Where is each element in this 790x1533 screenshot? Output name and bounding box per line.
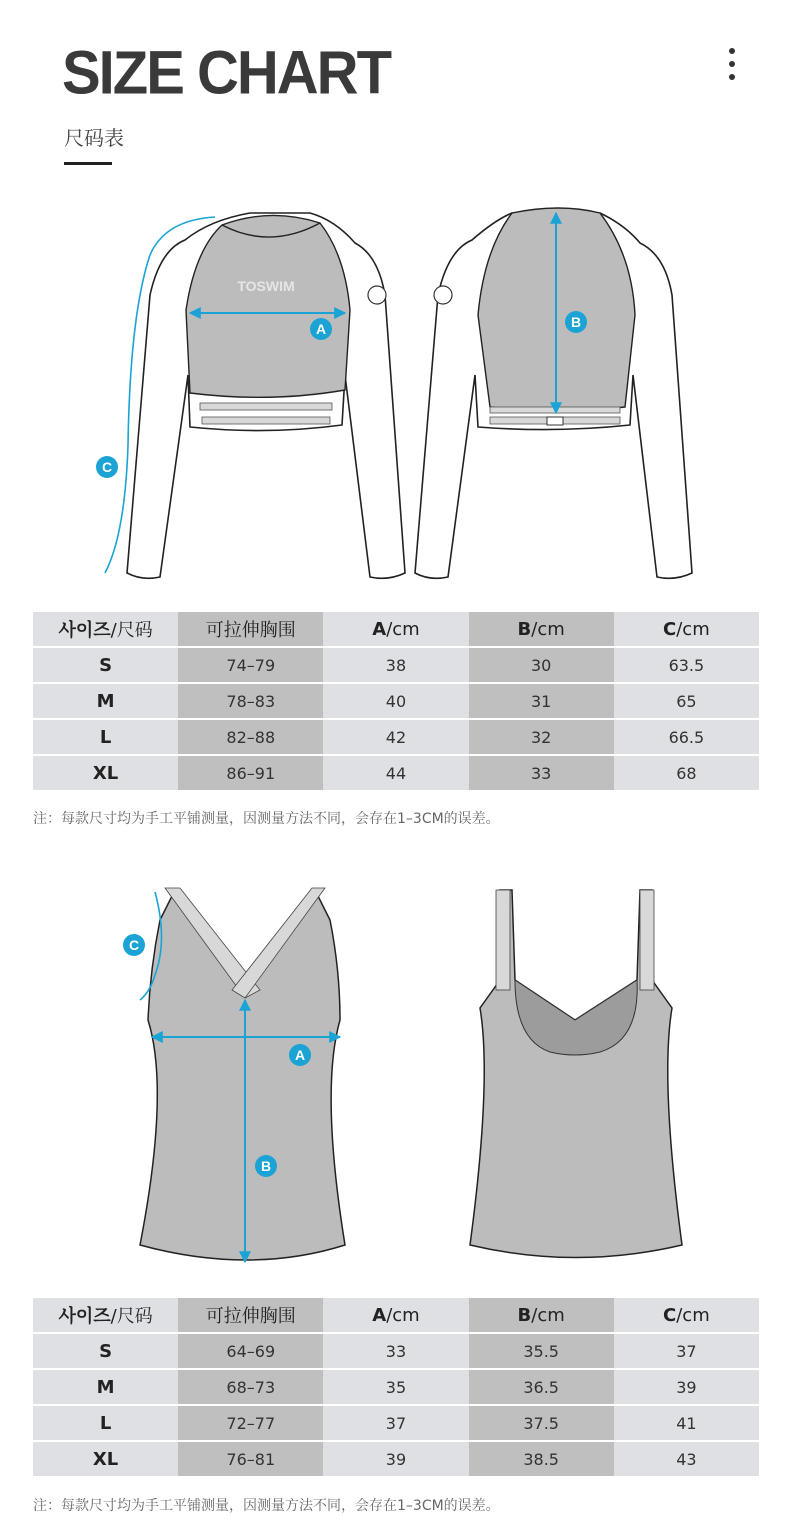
- back-view: [415, 208, 692, 578]
- header-size: 사이즈/尺码: [33, 612, 178, 648]
- cell-c: 66.5: [614, 720, 759, 756]
- svg-text:A: A: [294, 1047, 306, 1063]
- marker-a: [289, 1044, 311, 1066]
- cell-a: 42: [323, 720, 468, 756]
- tank-back-view: [470, 890, 682, 1258]
- table-row: [33, 756, 759, 792]
- svg-text:B: B: [260, 1158, 272, 1174]
- table-header-row: [33, 612, 759, 648]
- cell-a: 37: [323, 1406, 468, 1442]
- tank-front-view: [140, 888, 345, 1262]
- cell-a: 44: [323, 756, 468, 792]
- long-sleeve-top-illustration: [0, 195, 790, 595]
- tank-top-illustration: [0, 880, 790, 1275]
- cell-chest: 76–81: [178, 1442, 323, 1478]
- header-chest: 可拉伸胸围: [178, 1298, 323, 1334]
- cell-b: 33: [469, 756, 614, 792]
- cell-a: 39: [323, 1442, 468, 1478]
- marker-a: [310, 318, 332, 340]
- cell-chest: 82–88: [178, 720, 323, 756]
- front-view: [105, 213, 405, 578]
- cell-size: L: [33, 1406, 178, 1442]
- cell-b: 35.5: [469, 1334, 614, 1370]
- size-table-bottom: [33, 1298, 759, 1478]
- cell-a: 33: [323, 1334, 468, 1370]
- cell-c: 63.5: [614, 648, 759, 684]
- cell-b: 37.5: [469, 1406, 614, 1442]
- subtitle-underline: [64, 162, 112, 165]
- cell-c: 41: [614, 1406, 759, 1442]
- cell-c: 65: [614, 684, 759, 720]
- table-row: [33, 1334, 759, 1370]
- cell-size: M: [33, 1370, 178, 1406]
- marker-b: [255, 1155, 277, 1177]
- svg-text:A: A: [315, 321, 327, 337]
- logo-text: TOSWIM: [237, 278, 295, 294]
- cell-size: XL: [33, 1442, 178, 1478]
- cell-chest: 68–73: [178, 1370, 323, 1406]
- cell-b: 38.5: [469, 1442, 614, 1478]
- cell-size: S: [33, 648, 178, 684]
- table-row: [33, 648, 759, 684]
- measurement-note: 注：每款尺寸均为手工平铺测量，因测量方法不同，会存在1–3CM的误差。: [33, 811, 500, 827]
- cell-b: 31: [469, 684, 614, 720]
- header-size: 사이즈/尺码: [33, 1298, 178, 1334]
- header-a: A/cm: [323, 612, 468, 648]
- cell-c: 68: [614, 756, 759, 792]
- cell-chest: 72–77: [178, 1406, 323, 1442]
- cell-chest: 64–69: [178, 1334, 323, 1370]
- svg-text:C: C: [128, 937, 140, 953]
- cell-a: 35: [323, 1370, 468, 1406]
- table-row: [33, 1442, 759, 1478]
- header-b: B/cm: [469, 612, 614, 648]
- header-c: C/cm: [614, 612, 759, 648]
- table-row: [33, 1370, 759, 1406]
- table-row: [33, 684, 759, 720]
- page-subtitle: 尺码表: [64, 126, 124, 150]
- more-vertical-icon[interactable]: [722, 48, 742, 92]
- header-chest: 可拉伸胸围: [178, 612, 323, 648]
- header-a: A/cm: [323, 1298, 468, 1334]
- marker-c: [123, 934, 145, 956]
- cell-chest: 86–91: [178, 756, 323, 792]
- page-title: SIZE CHART: [62, 39, 390, 108]
- cell-a: 38: [323, 648, 468, 684]
- cell-chest: 78–83: [178, 684, 323, 720]
- header-c: C/cm: [614, 1298, 759, 1334]
- cell-size: M: [33, 684, 178, 720]
- cell-c: 39: [614, 1370, 759, 1406]
- cell-chest: 74–79: [178, 648, 323, 684]
- cell-c: 43: [614, 1442, 759, 1478]
- table-row: [33, 1406, 759, 1442]
- marker-b: [565, 311, 587, 333]
- header-b: B/cm: [469, 1298, 614, 1334]
- measurement-note: 注：每款尺寸均为手工平铺测量，因测量方法不同，会存在1–3CM的误差。: [33, 1498, 500, 1514]
- table-row: [33, 720, 759, 756]
- size-table-top: [33, 612, 759, 792]
- cell-size: XL: [33, 756, 178, 792]
- cell-b: 32: [469, 720, 614, 756]
- cell-b: 36.5: [469, 1370, 614, 1406]
- cell-c: 37: [614, 1334, 759, 1370]
- cell-size: L: [33, 720, 178, 756]
- cell-b: 30: [469, 648, 614, 684]
- table-header-row: [33, 1298, 759, 1334]
- cell-size: S: [33, 1334, 178, 1370]
- svg-text:C: C: [101, 459, 113, 475]
- cell-a: 40: [323, 684, 468, 720]
- marker-c: [96, 456, 118, 478]
- svg-text:B: B: [570, 314, 582, 330]
